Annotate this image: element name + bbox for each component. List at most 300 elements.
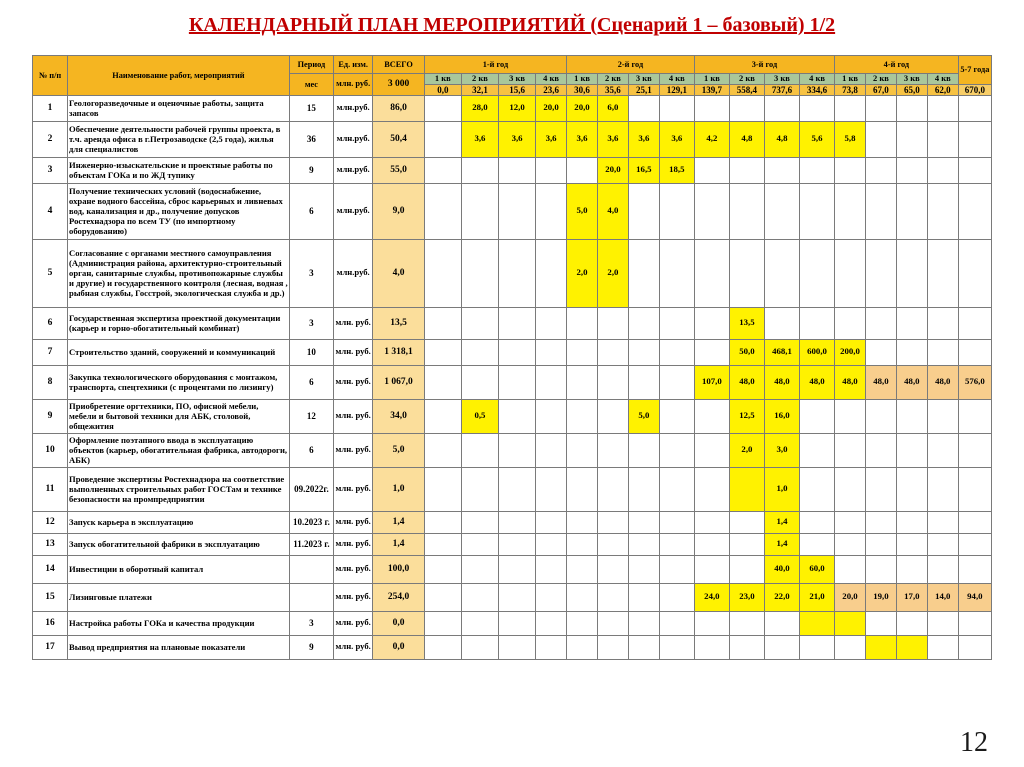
row-quarter-cell (499, 239, 536, 307)
row-quarter-cell: 48,0 (927, 365, 958, 399)
header-q-y1-3: 3 кв (499, 74, 536, 85)
row-years-5-7-cell: 94,0 (958, 583, 991, 611)
row-quarter-cell (659, 307, 694, 339)
row-quarter-cell (461, 635, 498, 659)
row-unit: млн.руб. (334, 239, 373, 307)
row-quarter-cell: 600,0 (800, 339, 835, 365)
row-years-5-7-cell (958, 239, 991, 307)
row-quarter-cell (694, 533, 729, 555)
row-quarter-cell (461, 533, 498, 555)
row-quarter-cell (835, 95, 866, 121)
row-period: 9 (289, 635, 333, 659)
row-activity-name: Вывод предприятия на плановые показатели (68, 635, 290, 659)
row-quarter-cell (499, 157, 536, 183)
row-quarter-cell (567, 365, 598, 399)
row-activity-name: Оформление поэтапного ввода в эксплуатацию объектов (карьер, обогатительная фабрика, автодороги, АБК) (68, 433, 290, 467)
row-quarter-cell: 20,0 (597, 157, 628, 183)
row-period (289, 555, 333, 583)
total-q-y1-4: 23,6 (536, 84, 567, 95)
total-q-y4-1: 73,8 (835, 84, 866, 95)
row-quarter-cell (865, 307, 896, 339)
table-row (33, 511, 992, 533)
row-quarter-cell: 3,6 (499, 121, 536, 157)
row-quarter-cell (764, 307, 799, 339)
header-q-y4-3: 3 кв (896, 74, 927, 85)
row-quarter-cell (536, 183, 567, 239)
row-period: 10 (289, 339, 333, 365)
row-unit: млн.руб. (334, 157, 373, 183)
header-col-unit: Ед. изм. (334, 56, 373, 74)
row-quarter-cell (764, 157, 799, 183)
row-quarter-cell (865, 399, 896, 433)
table-body (33, 95, 992, 659)
total-q-y2-1: 30,6 (567, 84, 598, 95)
row-quarter-cell: 2,0 (567, 239, 598, 307)
header-q-y4-1: 1 кв (835, 74, 866, 85)
row-quarter-cell (536, 555, 567, 583)
row-quarter-cell (499, 611, 536, 635)
header-period-unit: мес (304, 79, 318, 89)
row-years-5-7-cell (958, 511, 991, 533)
row-quarter-cell (424, 467, 461, 511)
row-quarter-cell: 5,0 (628, 399, 659, 433)
row-quarter-cell: 50,0 (729, 339, 764, 365)
row-quarter-cell (927, 467, 958, 511)
row-quarter-cell (694, 339, 729, 365)
row-quarter-cell (800, 533, 835, 555)
row-quarter-cell: 16,0 (764, 399, 799, 433)
row-quarter-cell (927, 183, 958, 239)
row-number: 5 (33, 239, 68, 307)
row-period: 15 (289, 95, 333, 121)
table-row (33, 121, 992, 157)
row-quarter-cell: 12,5 (729, 399, 764, 433)
row-quarter-cell: 20,0 (567, 95, 598, 121)
header-col-num: № п/п (33, 56, 68, 96)
row-quarter-cell (865, 95, 896, 121)
row-quarter-cell: 21,0 (800, 583, 835, 611)
row-total: 34,0 (373, 399, 425, 433)
row-quarter-cell (694, 95, 729, 121)
row-quarter-cell (461, 183, 498, 239)
row-quarter-cell (896, 183, 927, 239)
table-row (33, 157, 992, 183)
table-row (33, 307, 992, 339)
row-quarter-cell (499, 339, 536, 365)
table-row (33, 433, 992, 467)
row-quarter-cell: 48,0 (896, 365, 927, 399)
row-quarter-cell (597, 365, 628, 399)
row-total: 1 318,1 (373, 339, 425, 365)
row-unit: млн. руб. (334, 511, 373, 533)
row-quarter-cell (424, 307, 461, 339)
row-quarter-cell (499, 467, 536, 511)
row-quarter-cell: 3,6 (597, 121, 628, 157)
row-quarter-cell (835, 239, 866, 307)
row-activity-name: Инвестиции в оборотный капитал (68, 555, 290, 583)
row-period: 6 (289, 365, 333, 399)
row-number: 15 (33, 583, 68, 611)
row-quarter-cell (424, 511, 461, 533)
row-quarter-cell (800, 307, 835, 339)
total-q-y3-4: 334,6 (800, 84, 835, 95)
row-quarter-cell (659, 635, 694, 659)
row-quarter-cell: 1,0 (764, 467, 799, 511)
row-activity-name: Настройка работы ГОКа и качества продукции (68, 611, 290, 635)
row-quarter-cell (659, 533, 694, 555)
row-quarter-cell (461, 433, 498, 467)
row-quarter-cell (567, 157, 598, 183)
row-quarter-cell (835, 555, 866, 583)
row-quarter-cell (729, 635, 764, 659)
table-row (33, 555, 992, 583)
page-number: 12 (960, 727, 988, 758)
total-q-y3-3: 737,6 (764, 84, 799, 95)
row-quarter-cell (536, 307, 567, 339)
row-quarter-cell (800, 433, 835, 467)
row-quarter-cell: 19,0 (865, 583, 896, 611)
row-period: 6 (289, 433, 333, 467)
row-quarter-cell: 5,6 (800, 121, 835, 157)
row-quarter-cell (896, 433, 927, 467)
row-quarter-cell (597, 611, 628, 635)
row-quarter-cell (424, 555, 461, 583)
row-quarter-cell (424, 121, 461, 157)
row-quarter-cell: 48,0 (764, 365, 799, 399)
row-quarter-cell (499, 635, 536, 659)
row-quarter-cell (865, 239, 896, 307)
row-quarter-cell (694, 183, 729, 239)
row-years-5-7-cell (958, 555, 991, 583)
row-quarter-cell (536, 239, 567, 307)
row-quarter-cell (597, 533, 628, 555)
table-row (33, 611, 992, 635)
row-unit: млн. руб. (334, 339, 373, 365)
row-years-5-7-cell (958, 433, 991, 467)
row-quarter-cell: 18,5 (659, 157, 694, 183)
calendar-plan-table-wrapper (32, 55, 992, 660)
row-quarter-cell (567, 511, 598, 533)
row-quarter-cell (499, 433, 536, 467)
total-q-y2-3: 25,1 (628, 84, 659, 95)
row-quarter-cell (536, 365, 567, 399)
row-quarter-cell (927, 239, 958, 307)
row-unit: млн. руб. (334, 533, 373, 555)
row-quarter-cell (927, 157, 958, 183)
row-quarter-cell: 3,0 (764, 433, 799, 467)
row-quarter-cell (729, 533, 764, 555)
row-quarter-cell (567, 583, 598, 611)
row-quarter-cell (800, 157, 835, 183)
header-col-total: ВСЕГО (373, 56, 425, 74)
row-quarter-cell (536, 611, 567, 635)
row-quarter-cell (536, 533, 567, 555)
total-q-y3-1: 139,7 (694, 84, 729, 95)
row-quarter-cell (865, 433, 896, 467)
row-total: 0,0 (373, 635, 425, 659)
row-quarter-cell (896, 399, 927, 433)
row-quarter-cell (628, 239, 659, 307)
header-q-y1-1: 1 кв (424, 74, 461, 85)
row-quarter-cell (597, 399, 628, 433)
row-quarter-cell (536, 583, 567, 611)
header-q-y1-4: 4 кв (536, 74, 567, 85)
row-number: 2 (33, 121, 68, 157)
row-quarter-cell (729, 95, 764, 121)
row-quarter-cell (835, 611, 866, 635)
row-quarter-cell (628, 95, 659, 121)
row-quarter-cell (424, 533, 461, 555)
row-activity-name: Инженерно-изыскательские и проектные работы по объектам ГОКа и по ЖД тупику (68, 157, 290, 183)
row-quarter-cell: 20,0 (536, 95, 567, 121)
row-quarter-cell (424, 399, 461, 433)
row-period: 3 (289, 307, 333, 339)
row-quarter-cell (800, 511, 835, 533)
row-quarter-cell (694, 555, 729, 583)
row-quarter-cell (567, 433, 598, 467)
row-activity-name: Лизинговые платежи (68, 583, 290, 611)
row-quarter-cell (694, 157, 729, 183)
row-quarter-cell: 60,0 (800, 555, 835, 583)
header-q-y3-1: 1 кв (694, 74, 729, 85)
total-q-y2-4: 129,1 (659, 84, 694, 95)
row-quarter-cell (628, 183, 659, 239)
row-quarter-cell (628, 583, 659, 611)
row-quarter-cell (659, 433, 694, 467)
row-quarter-cell (694, 399, 729, 433)
row-quarter-cell (499, 533, 536, 555)
row-quarter-cell (764, 183, 799, 239)
row-quarter-cell (628, 365, 659, 399)
row-quarter-cell (865, 121, 896, 157)
table-row (33, 365, 992, 399)
row-quarter-cell (628, 433, 659, 467)
row-quarter-cell (729, 511, 764, 533)
row-quarter-cell (499, 183, 536, 239)
row-quarter-cell (927, 533, 958, 555)
row-quarter-cell (424, 611, 461, 635)
row-quarter-cell (896, 511, 927, 533)
row-total: 55,0 (373, 157, 425, 183)
table-row (33, 339, 992, 365)
row-quarter-cell (694, 433, 729, 467)
row-quarter-cell (424, 95, 461, 121)
row-quarter-cell (865, 635, 896, 659)
row-quarter-cell: 28,0 (461, 95, 498, 121)
row-unit: млн. руб. (334, 467, 373, 511)
header-year-1: 1-й год (424, 56, 566, 74)
row-quarter-cell (694, 239, 729, 307)
total-q-y1-2: 32,1 (461, 84, 498, 95)
row-quarter-cell (536, 157, 567, 183)
row-unit: млн. руб. (334, 365, 373, 399)
row-quarter-cell (729, 183, 764, 239)
row-activity-name: Обеспечение деятельности рабочей группы проекта, в т.ч. аренда офиса в г.Петрозаводске (2,5 года), жилья для специалистов (68, 121, 290, 157)
row-quarter-cell: 4,0 (597, 183, 628, 239)
header-total-value: 3 000 (387, 78, 410, 89)
row-total: 254,0 (373, 583, 425, 611)
row-unit: млн. руб. (334, 555, 373, 583)
row-quarter-cell: 22,0 (764, 583, 799, 611)
row-quarter-cell (659, 183, 694, 239)
header-year-3: 3-й год (694, 56, 834, 74)
header-q-y4-4: 4 кв (927, 74, 958, 85)
row-years-5-7-cell (958, 533, 991, 555)
row-quarter-cell (927, 399, 958, 433)
row-quarter-cell: 200,0 (835, 339, 866, 365)
total-q-y4-2: 67,0 (865, 84, 896, 95)
row-quarter-cell (567, 339, 598, 365)
row-quarter-cell (865, 533, 896, 555)
row-quarter-cell (597, 511, 628, 533)
row-quarter-cell (536, 635, 567, 659)
row-quarter-cell (896, 339, 927, 365)
table-row (33, 239, 992, 307)
row-number: 10 (33, 433, 68, 467)
row-number: 6 (33, 307, 68, 339)
row-quarter-cell (628, 555, 659, 583)
row-total: 50,4 (373, 121, 425, 157)
row-quarter-cell (659, 511, 694, 533)
row-period (289, 583, 333, 611)
row-quarter-cell (694, 307, 729, 339)
row-quarter-cell: 5,8 (835, 121, 866, 157)
header-q-y2-2: 2 кв (597, 74, 628, 85)
row-quarter-cell (659, 399, 694, 433)
row-quarter-cell: 4,8 (729, 121, 764, 157)
row-quarter-cell (628, 467, 659, 511)
row-quarter-cell (800, 467, 835, 511)
row-period: 36 (289, 121, 333, 157)
row-quarter-cell (896, 239, 927, 307)
row-quarter-cell: 2,0 (597, 239, 628, 307)
total-q-y1-1: 0,0 (424, 84, 461, 95)
row-quarter-cell (835, 467, 866, 511)
row-quarter-cell (461, 467, 498, 511)
row-quarter-cell: 16,5 (628, 157, 659, 183)
row-quarter-cell: 48,0 (835, 365, 866, 399)
row-quarter-cell (800, 239, 835, 307)
header-q-y3-4: 4 кв (800, 74, 835, 85)
row-total: 5,0 (373, 433, 425, 467)
row-quarter-cell (461, 555, 498, 583)
row-quarter-cell (597, 433, 628, 467)
row-quarter-cell (597, 583, 628, 611)
row-quarter-cell: 2,0 (729, 433, 764, 467)
row-quarter-cell (896, 467, 927, 511)
row-total: 1,4 (373, 533, 425, 555)
total-years-5-7: 670,0 (958, 84, 991, 95)
row-quarter-cell (567, 533, 598, 555)
header-col-period: Период (289, 56, 333, 74)
row-quarter-cell: 3,6 (536, 121, 567, 157)
row-quarter-cell (567, 611, 598, 635)
row-years-5-7-cell (958, 183, 991, 239)
row-activity-name: Запуск карьера в эксплуатацию (68, 511, 290, 533)
row-quarter-cell (764, 635, 799, 659)
row-quarter-cell (896, 121, 927, 157)
row-quarter-cell (659, 365, 694, 399)
total-q-y4-4: 62,0 (927, 84, 958, 95)
row-unit: млн.руб. (334, 183, 373, 239)
row-quarter-cell (659, 239, 694, 307)
row-quarter-cell (927, 433, 958, 467)
row-years-5-7-cell (958, 399, 991, 433)
row-quarter-cell (628, 307, 659, 339)
row-quarter-cell (835, 399, 866, 433)
row-quarter-cell (628, 611, 659, 635)
row-quarter-cell (461, 157, 498, 183)
row-quarter-cell (865, 611, 896, 635)
row-quarter-cell (865, 467, 896, 511)
row-quarter-cell (896, 307, 927, 339)
row-quarter-cell (896, 157, 927, 183)
row-period: 6 (289, 183, 333, 239)
row-quarter-cell: 12,0 (499, 95, 536, 121)
header-years-5-7: 5-7 года (958, 56, 991, 85)
header-q-y2-3: 3 кв (628, 74, 659, 85)
table-row (33, 399, 992, 433)
row-quarter-cell (927, 307, 958, 339)
row-quarter-cell: 3,6 (567, 121, 598, 157)
table-row (33, 95, 992, 121)
row-number: 12 (33, 511, 68, 533)
row-quarter-cell (424, 635, 461, 659)
row-activity-name: Приобретение оргтехники, ПО, офисной мебели, мебели и бытовой техники для АБК, столовой, общежития (68, 399, 290, 433)
row-quarter-cell: 3,6 (628, 121, 659, 157)
row-quarter-cell (461, 511, 498, 533)
total-q-y3-2: 558,4 (729, 84, 764, 95)
row-quarter-cell (597, 467, 628, 511)
row-quarter-cell (499, 511, 536, 533)
row-quarter-cell (927, 95, 958, 121)
row-quarter-cell (536, 399, 567, 433)
row-number: 11 (33, 467, 68, 511)
row-quarter-cell (729, 239, 764, 307)
row-quarter-cell (499, 307, 536, 339)
row-quarter-cell (865, 183, 896, 239)
row-unit: млн.руб. (334, 95, 373, 121)
row-quarter-cell (927, 511, 958, 533)
row-unit: млн.руб. (334, 121, 373, 157)
header-col-name: Наименование работ, мероприятий (68, 56, 290, 96)
total-q-y4-3: 65,0 (896, 84, 927, 95)
row-total: 9,0 (373, 183, 425, 239)
row-quarter-cell (729, 611, 764, 635)
row-quarter-cell (835, 533, 866, 555)
row-period: 3 (289, 611, 333, 635)
row-unit: млн. руб. (334, 307, 373, 339)
row-years-5-7-cell (958, 95, 991, 121)
table-row (33, 635, 992, 659)
row-quarter-cell (835, 635, 866, 659)
row-quarter-cell (659, 467, 694, 511)
row-quarter-cell (536, 511, 567, 533)
row-years-5-7-cell (958, 467, 991, 511)
row-quarter-cell: 4,8 (764, 121, 799, 157)
row-quarter-cell: 48,0 (865, 365, 896, 399)
row-quarter-cell: 14,0 (927, 583, 958, 611)
row-years-5-7-cell: 576,0 (958, 365, 991, 399)
row-years-5-7-cell (958, 339, 991, 365)
row-quarter-cell (896, 533, 927, 555)
total-q-y1-3: 15,6 (499, 84, 536, 95)
row-quarter-cell (800, 95, 835, 121)
row-quarter-cell (461, 339, 498, 365)
row-quarter-cell (835, 183, 866, 239)
row-quarter-cell (597, 339, 628, 365)
row-quarter-cell (424, 183, 461, 239)
